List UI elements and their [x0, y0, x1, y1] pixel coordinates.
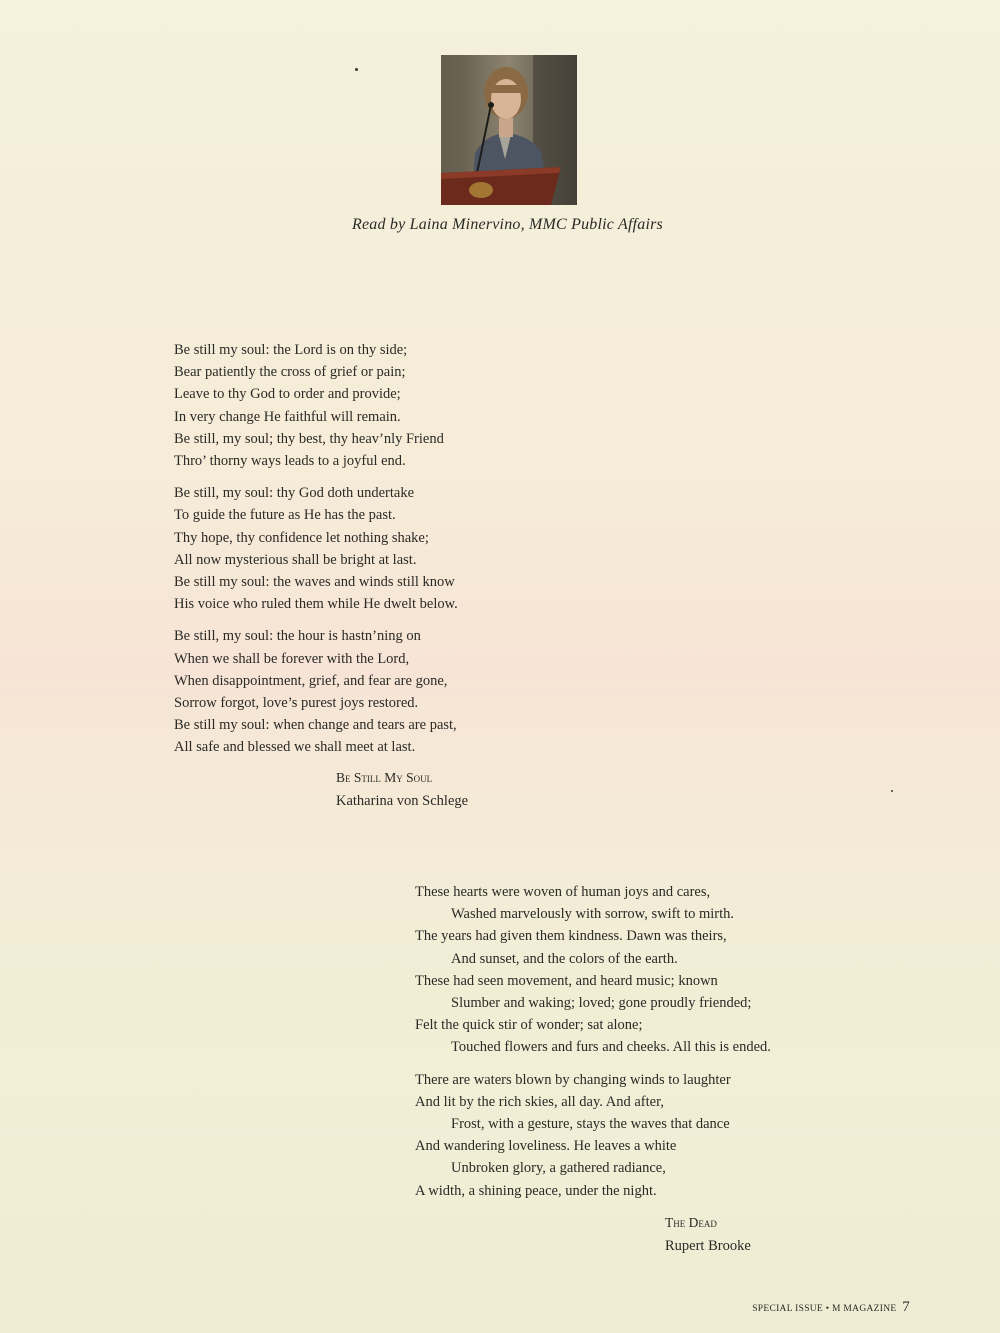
- poem-line: All now mysterious shall be bright at last.: [174, 551, 417, 568]
- footer-publication: SPECIAL ISSUE • M MAGAZINE: [752, 1304, 897, 1314]
- poem-line: When disappointment, grief, and fear are gone,: [174, 672, 448, 689]
- poem2-attribution: [665, 1212, 751, 1257]
- reader-photo-image: [441, 55, 577, 205]
- poem-line: These had seen movement, and heard music; known: [415, 972, 718, 989]
- stanza: [174, 339, 534, 472]
- poem-line: And wandering loveliness. He leaves a white: [415, 1138, 677, 1155]
- poem-line: Thy hope, thy confidence let nothing shake;: [174, 529, 429, 546]
- scan-speck: [891, 790, 893, 792]
- poem-line: And sunset, and the colors of the earth.: [451, 950, 678, 967]
- poem-line: Be still, my soul: thy God doth undertake: [174, 485, 415, 502]
- photo-caption: Read by Laina Minervino, MMC Public Affairs: [352, 216, 663, 233]
- poem-line: Leave to thy God to order and provide;: [174, 386, 401, 403]
- poem-line: Be still my soul: the Lord is on thy side;: [174, 342, 408, 358]
- poem1-title: Be Still My Soul: [336, 770, 433, 785]
- poem-line: Felt the quick stir of wonder; sat alone;: [415, 1017, 643, 1034]
- poem-line: His voice who ruled them while He dwelt below.: [174, 596, 458, 613]
- poem-line: There are waters blown by changing winds to laughter: [415, 1071, 731, 1088]
- poem2-title: The Dead: [665, 1215, 717, 1230]
- poem-line: And lit by the rich skies, all day. And after,: [415, 1093, 664, 1110]
- poem-line: Washed marvelously with sorrow, swift to mirth.: [451, 906, 735, 923]
- poem-line: In very change He faithful will remain.: [174, 408, 401, 425]
- poem-line: Frost, with a gesture, stays the waves that dance: [451, 1116, 730, 1133]
- stanza: [415, 881, 835, 1059]
- poem1-attribution: [336, 767, 468, 812]
- poem-line: To guide the future as He has the past.: [174, 507, 396, 524]
- poem-line: Sorrow forgot, love’s purest joys restored.: [174, 695, 419, 712]
- stanza: [174, 625, 534, 758]
- scan-speck: [355, 68, 358, 71]
- poem-line: The years had given them kindness. Dawn was theirs,: [415, 928, 727, 945]
- poem-line: Slumber and waking; loved; gone proudly friended;: [451, 995, 752, 1012]
- poem-line: A width, a shining peace, under the night.: [415, 1182, 657, 1199]
- poem-line: All safe and blessed we shall meet at last.: [174, 739, 416, 756]
- poem-line: Touched flowers and furs and cheeks. All this is ended.: [451, 1039, 771, 1056]
- stanza: [174, 482, 534, 615]
- poem-line: Unbroken glory, a gathered radiance,: [451, 1160, 666, 1177]
- poem1-author: Katharina von Schlege: [336, 792, 469, 809]
- poem-the-dead: [415, 881, 835, 1212]
- stanza: [415, 1069, 835, 1202]
- poem-line: Be still my soul: the waves and winds still know: [174, 574, 455, 591]
- poem2-author: Rupert Brooke: [665, 1237, 751, 1254]
- poem-line: Thro’ thorny ways leads to a joyful end.: [174, 453, 406, 470]
- poem-line: Bear patiently the cross of grief or pain;: [174, 364, 406, 381]
- poem-line: Be still, my soul: the hour is hastn’ning on: [174, 628, 421, 645]
- poem-line: Be still my soul: when change and tears are past,: [174, 717, 457, 734]
- poem-be-still-my-soul: [174, 339, 534, 769]
- page-number: 7: [902, 1299, 910, 1315]
- reader-photo: [441, 55, 577, 205]
- page-footer: [752, 1299, 910, 1316]
- poem-line: When we shall be forever with the Lord,: [174, 650, 410, 667]
- poem-line: Be still, my soul; thy best, thy heav’nly Friend: [174, 430, 444, 447]
- poem-line: These hearts were woven of human joys and cares,: [415, 884, 711, 900]
